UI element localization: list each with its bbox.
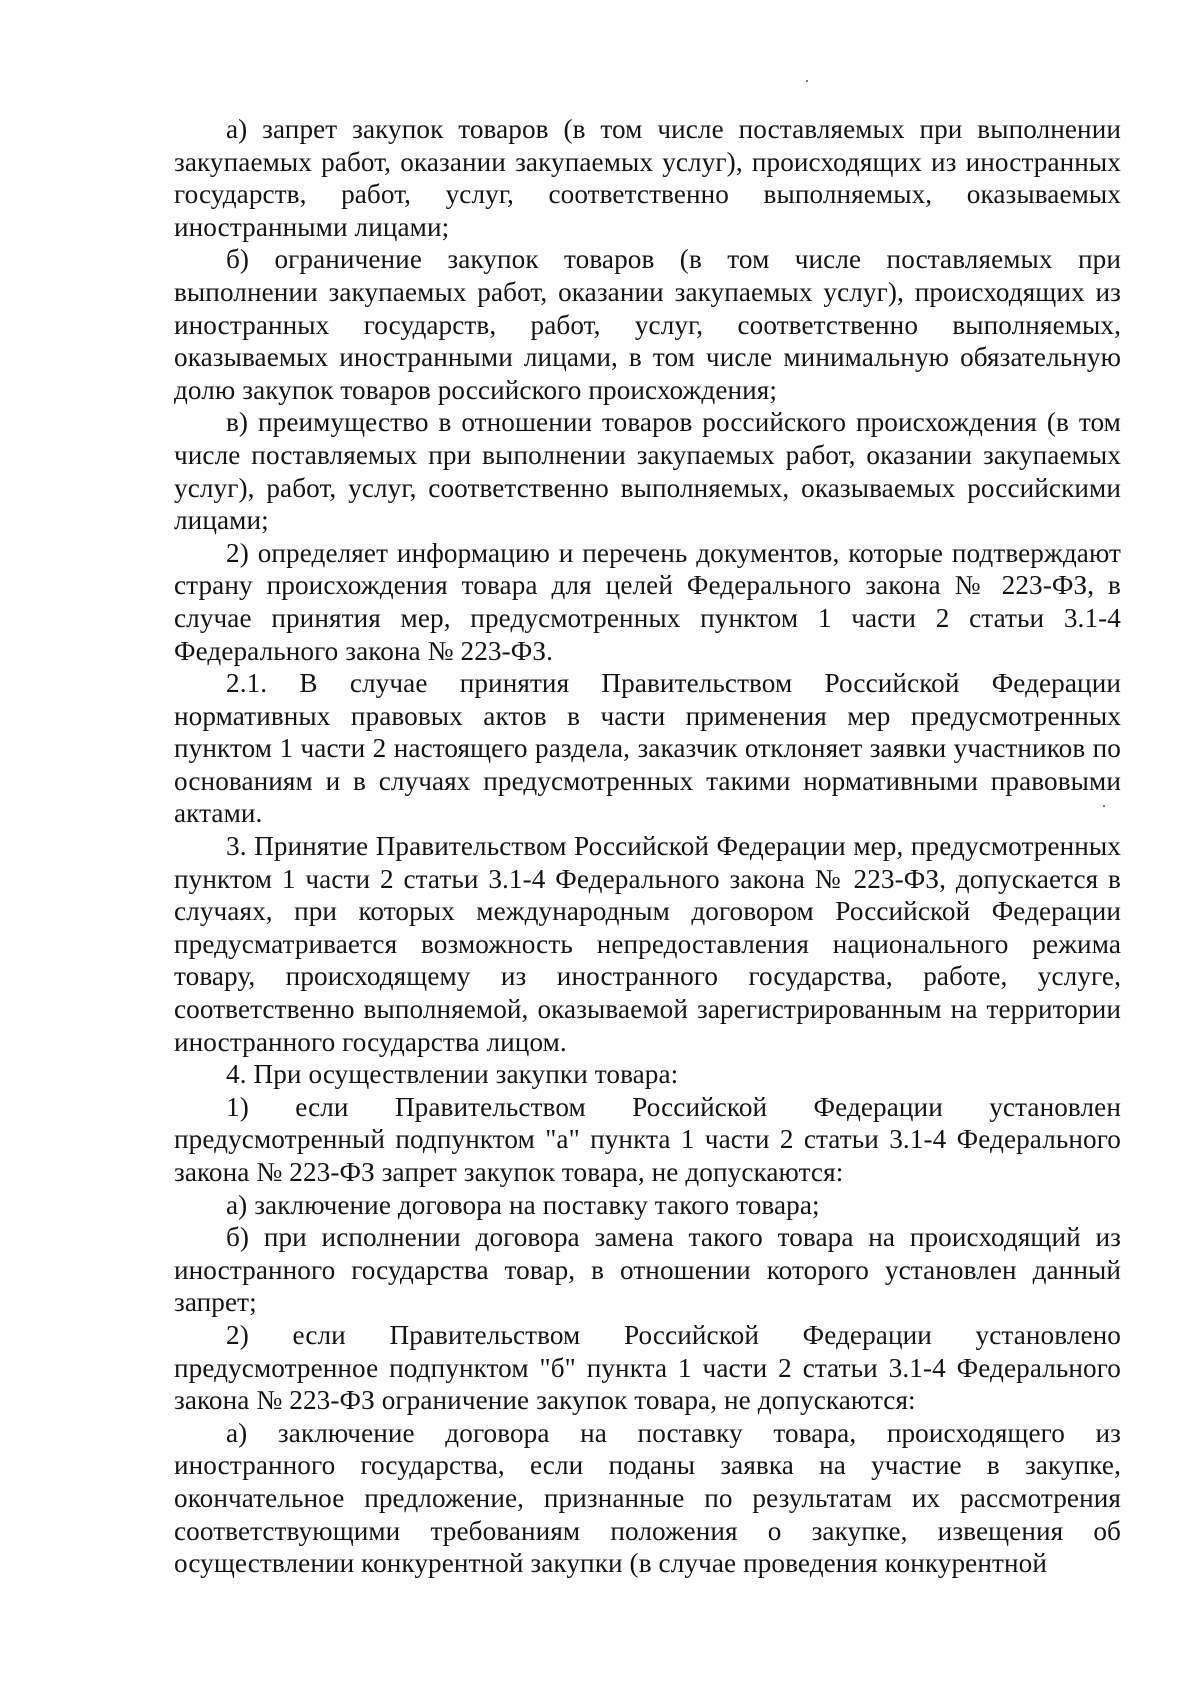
paragraph-4-procurement: 4. При осуществлении закупки товара: bbox=[226, 1059, 679, 1090]
paragraph-b-restriction: б) ограничение закупок товаров (в том числе поставляемых при выполнении закупаемых работ, оказании закупаемых услуг), происходящих из иностранных государств, работ, услуг, соответственно выполняемых, оказываемых иностранными лицами, в том числе минимальную обязательную долю закупок товаров российского происхождения; bbox=[174, 244, 1121, 405]
paragraph-4-1-a: а) заключение договора на поставку такого товара; bbox=[226, 1189, 820, 1220]
scan-speck bbox=[806, 80, 808, 82]
paragraph-4-2-a: а) заключение договора на поставку товара, происходящего из иностранного государства, если поданы заявка на участие в закупке, окончательное предложение, признанные по результатам их рассмотрения соответствующими требованиям положения о закупке, извещения об осуществлении конкурентной закупки (в случае проведения конкурентной bbox=[174, 1417, 1121, 1579]
paragraph-v-preference: в) преимущество в отношении товаров российского происхождения (в том числе поставляемых при выполнении закупаемых работ, оказании закупаемых услуг), работ, услуг, соответственно выполняемых, оказываемых российскими лицами; bbox=[174, 407, 1121, 536]
paragraph-a-prohibition: а) запрет закупок товаров (в том числе поставляемых при выполнении закупаемых работ, оказании закупаемых услуг), происходящих из иностранных государств, работ, услуг, соответственно выполняемых, оказываемых иностранными лицами; bbox=[174, 114, 1121, 242]
document-body bbox=[174, 113, 1121, 1580]
paragraph-4-1-prohibition: 1) если Правительством Российской Федерации установлен предусмотренный подпунктом "а" пункта 1 части 2 статьи 3.1-4 Федерального закона № 223-ФЗ запрет закупок товара, не допускаются: bbox=[174, 1091, 1121, 1187]
paragraph-2-1-rejection: 2.1. В случае принятия Правительством Российской Федерации нормативных правовых актов в части применения мер предусмотренных пунктом 1 части 2 настоящего раздела, заказчик отклоняет заявки участников по основаниям и в случаях предусмотренных такими нормативными правовыми актами. bbox=[174, 668, 1121, 829]
paragraph-2-origin-documents: 2) определяет информацию и перечень документов, которые подтверждают страну происхождения товара для целей Федерального закона № 223-ФЗ, в случае принятия мер, предусмотренных пунктом 1 части 2 статьи 3.1-4 Федерального закона № 223-ФЗ. bbox=[174, 537, 1121, 666]
paragraph-3-measures: 3. Принятие Правительством Российской Федерации мер, предусмотренных пунктом 1 части 2 статьи 3.1-4 Федерального закона № 223-ФЗ, допускается в случаях, при которых международным договором Российской Федерации предусматривается возможность непредоставления национального режима товару, происходящему из иностранного государства, работе, услуге, соответственно выполняемой, оказываемой зарегистрированным на территории иностранного государства лицом. bbox=[174, 831, 1121, 1057]
paragraph-4-1-b: б) при исполнении договора замена такого товара на происходящий из иностранного государства товар, в отношении которого установлен данный запрет; bbox=[174, 1222, 1121, 1318]
paragraph-4-2-restriction: 2) если Правительством Российской Федерации установлено предусмотренное подпунктом "б" пункта 1 части 2 статьи 3.1-4 Федерального закона № 223-ФЗ ограничение закупок товара, не допускаются: bbox=[174, 1319, 1121, 1416]
